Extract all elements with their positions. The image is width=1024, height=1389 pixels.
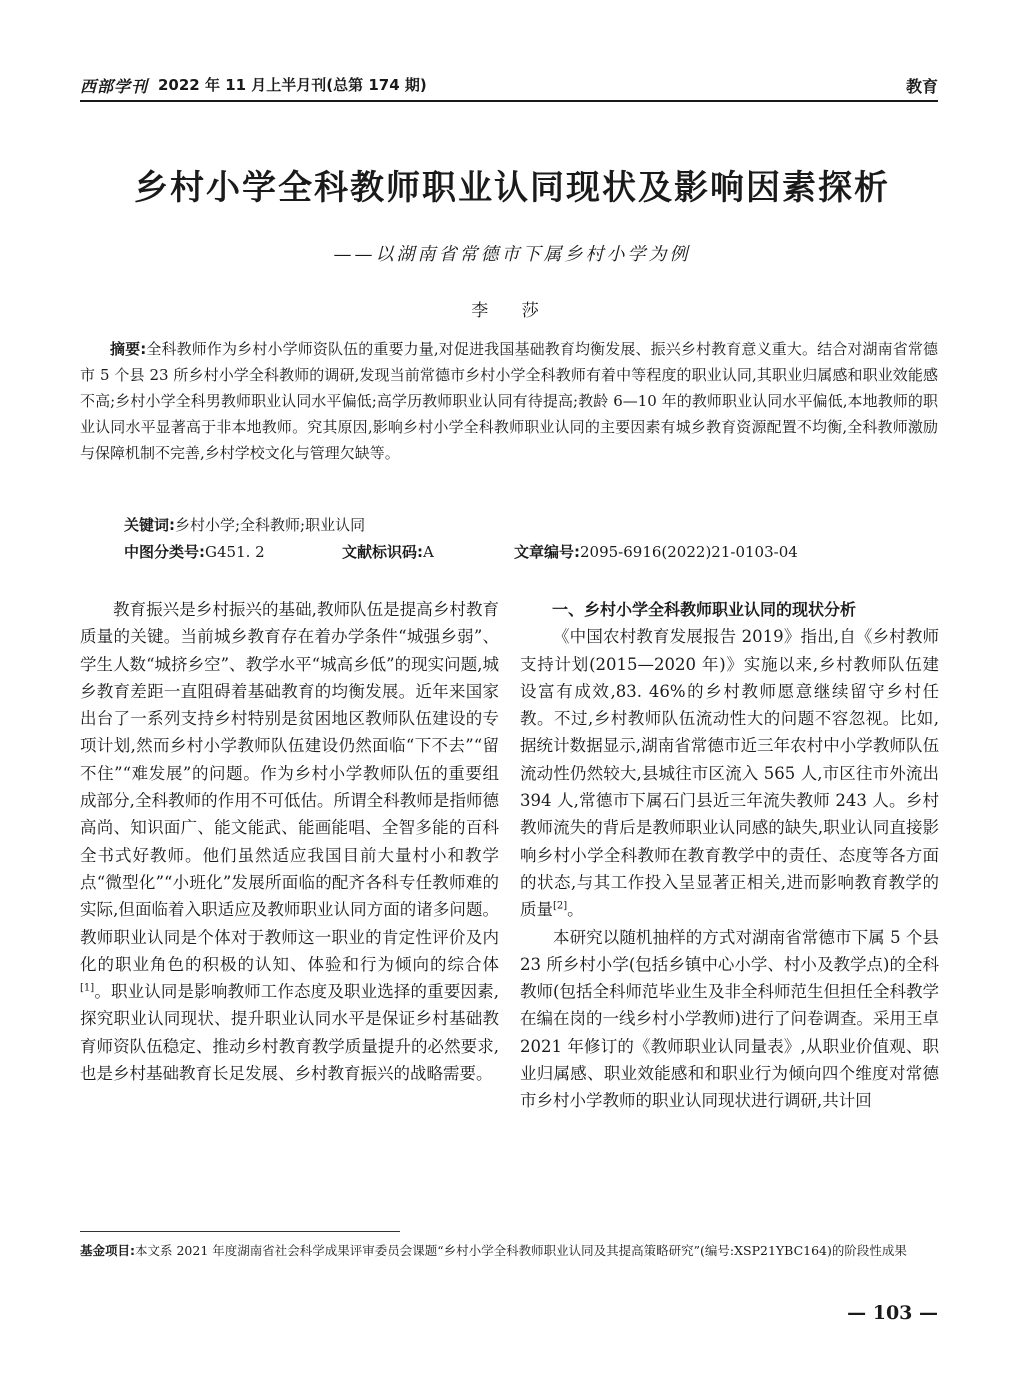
article-metadata [124,541,938,563]
article-subtitle: ——以湖南省常德市下属乡村小学为例 [333,244,691,265]
paragraph-text: 。 [567,900,584,920]
paragraph-text: 。职业认同是影响教师工作态度及职业选择的重要因素,探究职业认同现状、提升职业认同水平是保证乡村基础教育师资队伍稳定、推动乡村教育教学质量提升的必然要求,也是乡村基础教育长足发展、乡村教育振兴的战略需要。 [80,982,499,1084]
section-label: 教育 [905,77,938,96]
running-header [80,70,938,102]
body-paragraph: 本研究以随机抽样的方式对湖南省常德市下属 5 个县 23 所乡村小学(包括乡镇中心小学、村小及教学点)的全科教师(包括全科师范毕业生及非全科师范生但担任全科教学在编在岗的一线乡村小学教师)进行了问卷调查。采用王卓 2021 年修订的《教师职业认同量表》,从职业价值观、职业归属感、职业效能感和和职业行为倾向四个维度对常德市乡村小学教师的职业认同现状进行调研,共计回 [520,927,939,1111]
journal-issue: 2022 年 11 月上半月刊(总第 174 期) [158,76,427,94]
body-paragraph [80,596,499,1087]
footnote-text: 本文系 2021 年度湖南省社会科学成果评审委员会课题“乡村小学全科教师职业认同及其提高策略研究”(编号:XSP21YBC164)的阶段性成果 [135,1243,907,1258]
page-number: — 103 — [847,1302,938,1324]
abstract [80,336,938,466]
clc-label: 中图分类号: [124,543,205,561]
paragraph-text: 教育振兴是乡村振兴的基础,教师队伍是提高乡村教育质量的关键。当前城乡教育存在着办学条件“城强乡弱”、学生人数“城挤乡空”、教学水平“城高乡低”的现实问题,城乡教育差距一直阻碍着基础教育的均衡发展。近年来国家出台了一系列支持乡村特别是贫困地区教师队伍建设的专项计划,然而乡村小学教师队伍建设仍然面临“下不去”“留不住”“难发展”的问题。作为乡村小学教师队伍的重要组成部分,全科教师的作用不可低估。所谓全科教师是指师德高尚、知识面广、能文能武、能画能唱、全智多能的百科全书式好教师。他们虽然适应我国目前大量村小和教学点“微型化”“小班化”发展所面临的配齐各科专任教师难的实际,但面临着入职适应及教师职业认同方面的诸多问题。教师职业认同是个体对于教师这一职业的肯定性评价及内化的职业角色的积极的认知、体验和行为倾向的综合体 [80,600,499,974]
footnote-label: 基金项目: [80,1243,135,1258]
section-heading: 一、乡村小学全科教师职业认同的现状分析 [552,600,857,619]
document-code-label: 文献标识码: [342,543,423,561]
abstract-text: 全科教师作为乡村小学师资队伍的重要力量,对促进我国基础教育均衡发展、振兴乡村教育意义重大。结合对湖南省常德市 5 个县 23 所乡村小学全科教师的调研,发现当前常德市乡村小学全科教师有着中等程度的职业认同,其职业归属感和职业效能感不高;乡村小学全科男教师职业认同水平偏低;高学历教师职业认同有待提高;教龄 6—10 年的教师职业认同水平偏低,本地教师的职业认同水平显著高于非本地教师。究其原因,影响乡村小学全科教师职业认同的主要因素有城乡教育资源配置不均衡,全科教师激励与保障机制不完善,乡村学校文化与管理欠缺等。 [80,340,938,462]
article-title: 乡村小学全科教师职业认同现状及影响因素探析 [134,168,890,208]
body-column-right [520,596,939,1115]
citation-marker: [1] [80,982,95,994]
body-paragraph [520,623,939,923]
clc-value: G451. 2 [205,543,265,561]
abstract-label: 摘要: [110,340,147,358]
footnote-divider [80,1231,400,1232]
article-number-value: 2095-6916(2022)21-0103-04 [580,543,798,561]
paragraph-text: 《中国农村教育发展报告 2019》指出,自《乡村教师支持计划(2015—2020 年)》实施以来,乡村教师队伍建设富有成效,83. 46%的乡村教师愿意继续留守乡村任教。不过,乡村教师队伍流动性大的问题不容忽视。比如,据统计数据显示,湖南省常德市近三年农村中小学教师队伍流动性仍然较大,县城往市区流入 565 人,市区往市外流出 394 人,常德市下属石门县近三年流失教师 243 人。乡村教师流失的背后是教师职业认同感的缺失,职业认同直接影响乡村小学全科教师在教育教学中的责任、态度等各方面的状态,与其工作投入呈显著正相关,进而影响教育教学的质量 [520,627,939,920]
document-code-value: A [423,543,434,561]
document-code [342,541,434,562]
keywords [124,514,365,535]
article-number [514,541,798,562]
keywords-label: 关键词: [124,516,175,534]
journal-logo: 西部学刊 [80,77,149,96]
funding-footnote [80,1240,938,1262]
keywords-text: 乡村小学;全科教师;职业认同 [175,516,366,534]
citation-marker: [2] [553,900,568,912]
author-name: 李 莎 [471,301,553,321]
clc-number [124,541,265,562]
article-number-label: 文章编号: [514,543,580,561]
body-column-left [80,596,499,1087]
